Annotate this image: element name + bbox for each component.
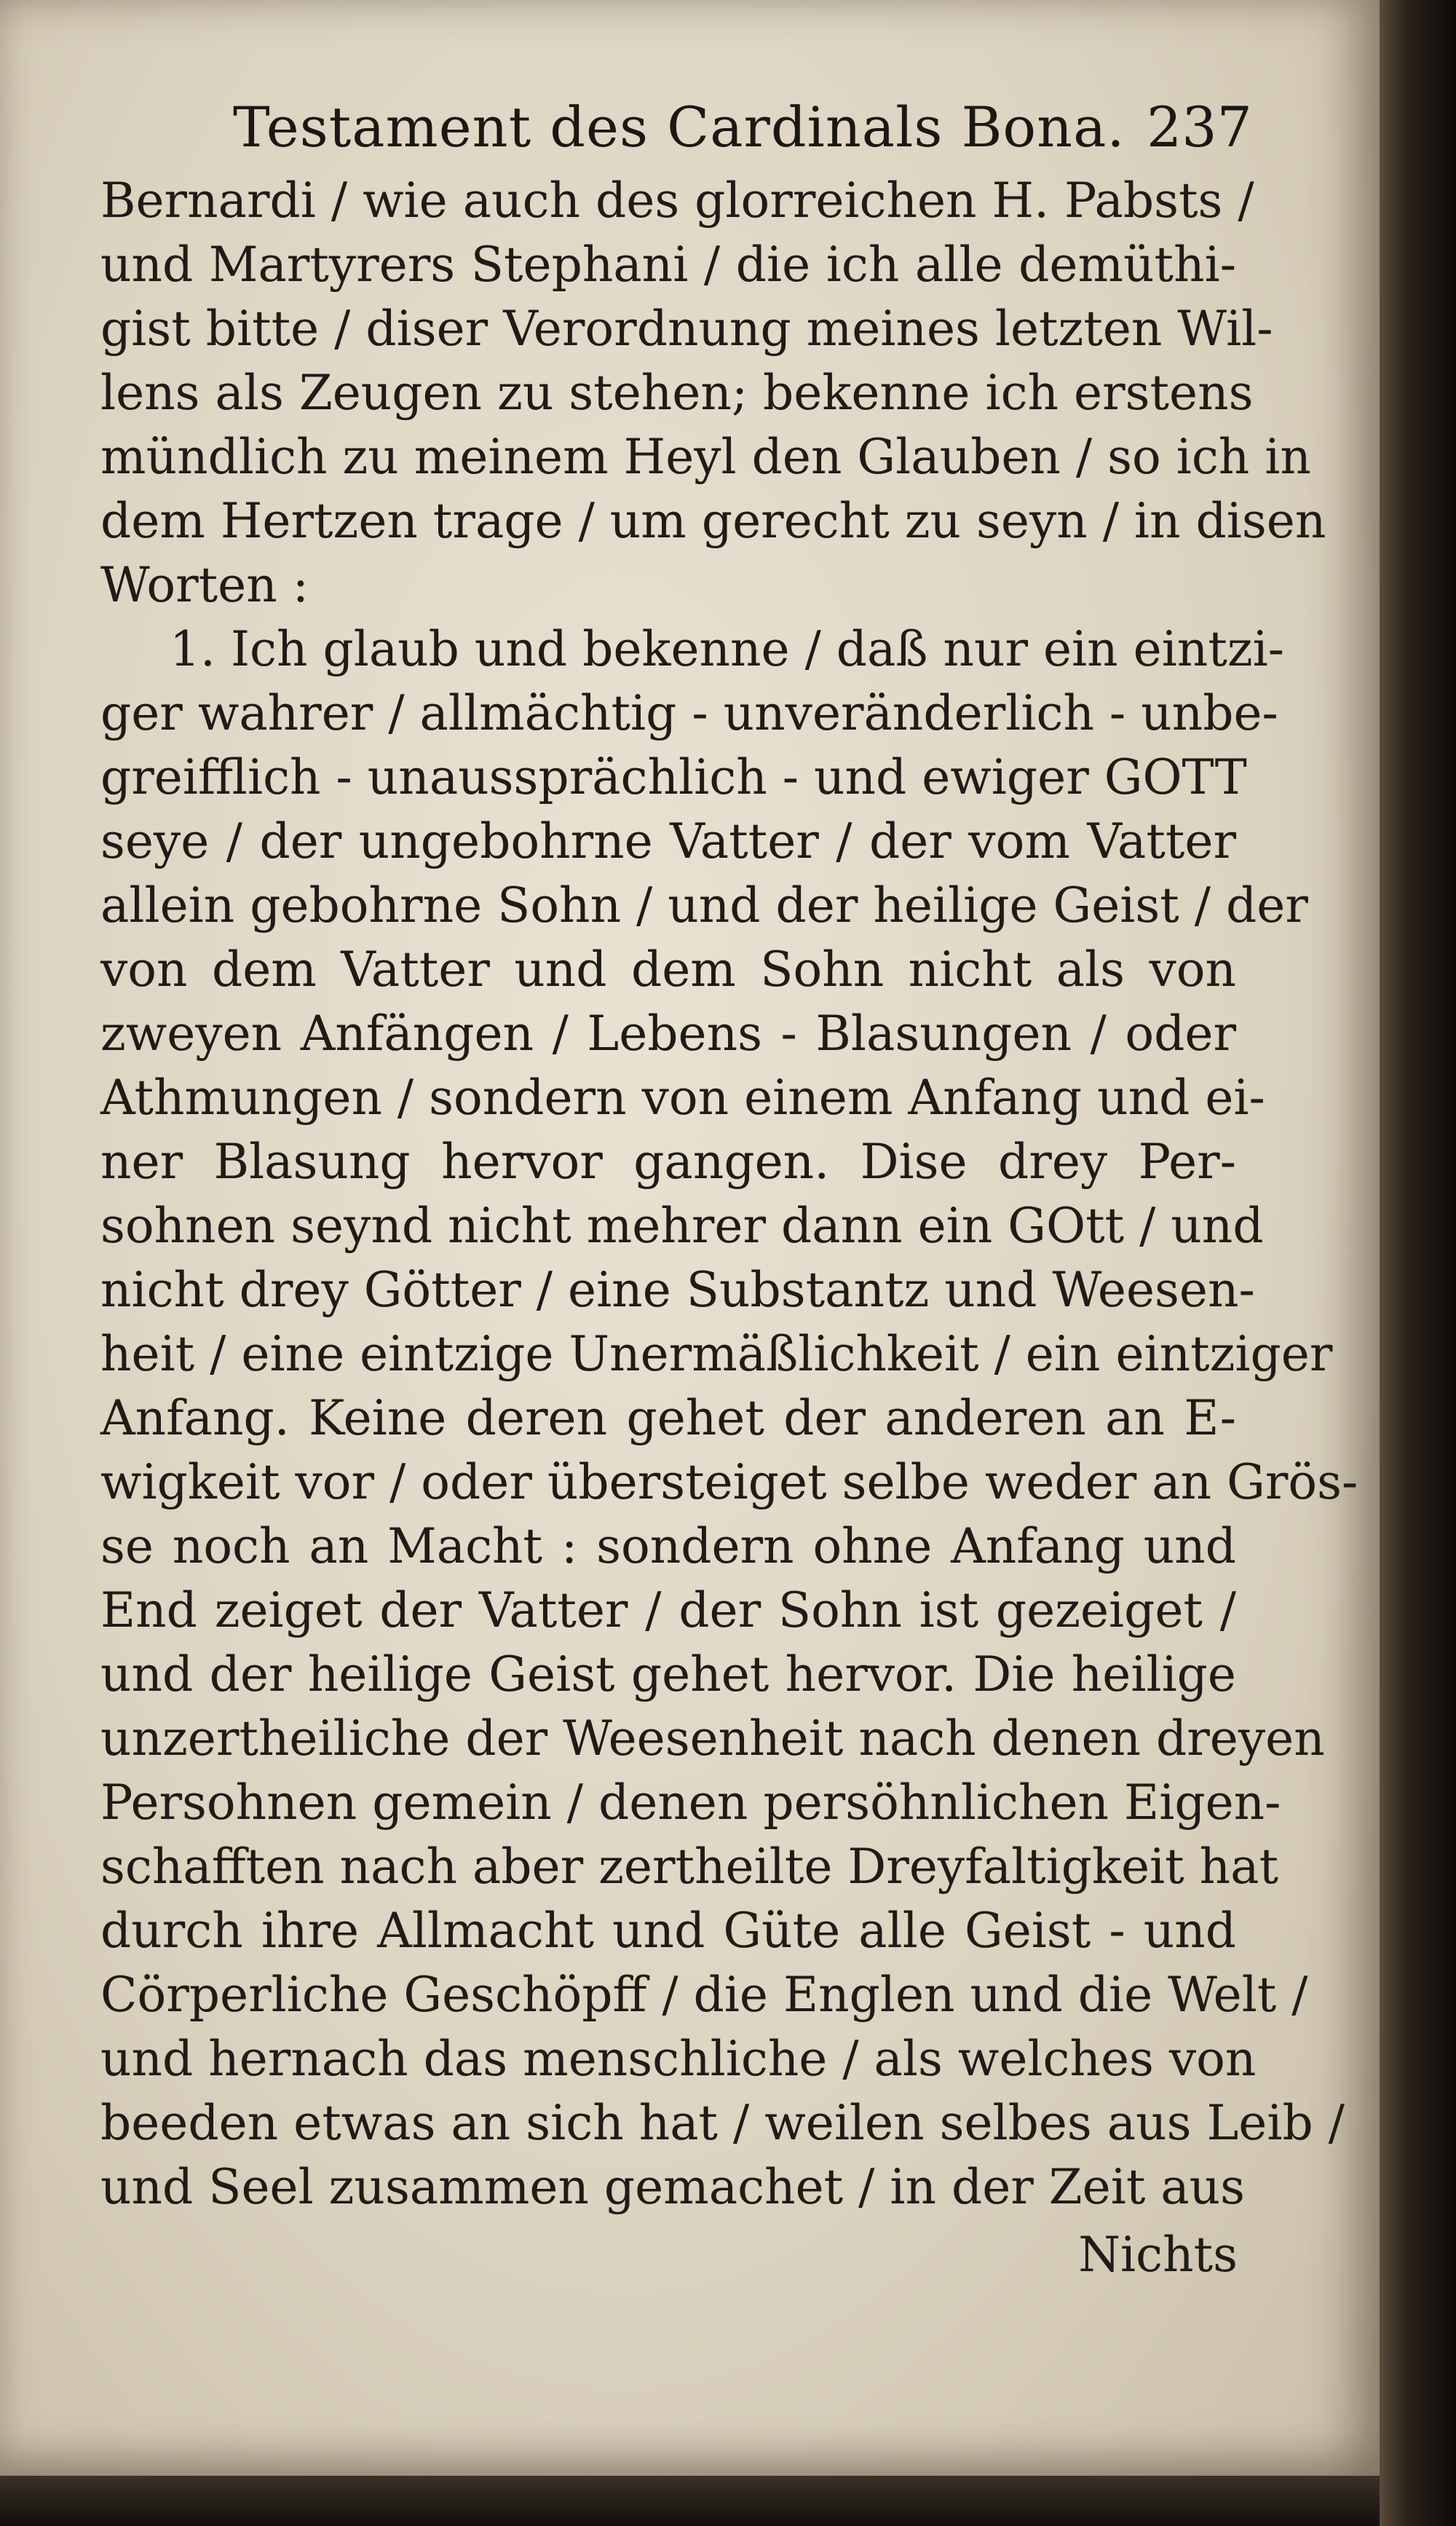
- text-line: von dem Vatter und dem Sohn nicht als von: [100, 942, 1236, 998]
- text-line: ner Blasung hervor gangen. Dise drey Per-: [100, 1134, 1236, 1190]
- text-line: wigkeit vor / oder übersteiget selbe weder an Grös-: [100, 1454, 1358, 1510]
- running-title: Testament des Cardinals Bona.: [233, 95, 1125, 159]
- text-line: se noch an Macht : sondern ohne Anfang und: [100, 1518, 1236, 1574]
- text-line: End zeiget der Vatter / der Sohn ist gezeiget /: [100, 1582, 1236, 1638]
- text-line: und Seel zusammen gemachet / in der Zeit aus: [100, 2159, 1246, 2215]
- text-line: unzertheiliche der Weesenheit nach denen dreyen: [100, 1710, 1325, 1767]
- text-line: Persohnen gemein / denen persöhnlichen Eigen-: [100, 1775, 1281, 1831]
- book-gutter: [1380, 0, 1456, 2526]
- text-line: mündlich zu meinem Heyl den Glauben / so ich in: [100, 429, 1311, 485]
- text-line: durch ihre Allmacht und Güte alle Geist - und: [100, 1903, 1236, 1959]
- paragraph-start-line: 1. Ich glaub und bekenne / daß nur ein eintzi-: [170, 621, 1285, 677]
- text-line: greifflich - unaussprächlich - und ewiger GOTT: [100, 749, 1247, 805]
- text-line: ger wahrer / allmächtig - unveränderlich - unbe-: [100, 685, 1278, 741]
- text-line: Anfang. Keine deren gehet der anderen an E-: [100, 1390, 1236, 1446]
- text-line: dem Hertzen trage / um gerecht zu seyn / in disen: [100, 493, 1326, 549]
- catchword: Nichts: [1078, 2227, 1238, 2283]
- text-line: und der heilige Geist gehet hervor. Die heilige: [100, 1646, 1236, 1702]
- text-line: Athmungen / sondern von einem Anfang und ei-: [100, 1070, 1265, 1126]
- text-line: Worten :: [100, 557, 309, 613]
- text-line: zweyen Anfängen / Lebens - Blasungen / oder: [100, 1006, 1236, 1062]
- text-line: heit / eine eintzige Unermäßlichkeit / ein eintziger: [100, 1326, 1333, 1382]
- text-line: allein gebohrne Sohn / und der heilige Geist / der: [100, 877, 1308, 934]
- text-line: Cörperliche Geschöpff / die Englen und die Welt /: [100, 1967, 1308, 2023]
- text-line: lens als Zeugen zu stehen; bekenne ich erstens: [100, 365, 1254, 421]
- text-line: beeden etwas an sich hat / weilen selbes aus Leib /: [100, 2095, 1345, 2151]
- text-line: und Martyrers Stephani / die ich alle demüthi-: [100, 237, 1236, 293]
- text-line: Bernardi / wie auch des glorreichen H. Pabsts /: [100, 173, 1254, 229]
- text-line: gist bitte / diser Verordnung meines letzten Wil-: [100, 301, 1273, 357]
- text-line: nicht drey Götter / eine Substantz und Weesen-: [100, 1262, 1255, 1318]
- page-bottom-edge: [0, 2476, 1380, 2526]
- body-text: [100, 169, 1358, 2368]
- text-line: sohnen seynd nicht mehrer dann ein GOtt / und: [100, 1198, 1264, 1254]
- text-line: schafften nach aber zertheilte Dreyfaltigkeit hat: [100, 1839, 1278, 1895]
- page-number: 237: [1146, 95, 1252, 159]
- running-header: [233, 87, 1252, 167]
- text-line: und hernach das menschliche / als welches von: [100, 2031, 1257, 2087]
- text-line: seye / der ungebohrne Vatter / der vom Vatter: [100, 813, 1236, 869]
